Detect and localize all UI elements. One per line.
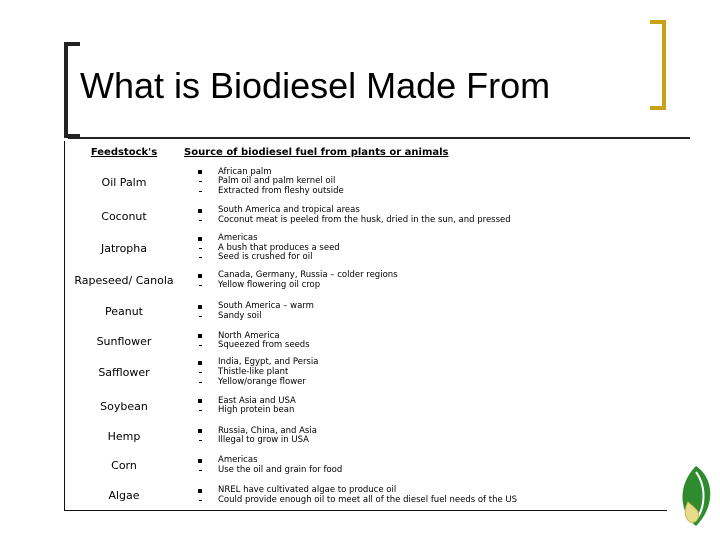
sub-bullet-item xyxy=(184,187,667,197)
dash-bullet-icon xyxy=(195,253,205,263)
bullet-text: African palm xyxy=(218,166,272,177)
feedstock-name: Peanut xyxy=(104,305,143,319)
table-row xyxy=(64,296,667,328)
bullet-text: Illegal to grow in USA xyxy=(218,435,309,446)
table-row xyxy=(64,481,667,511)
header-source: Source of biodiesel fuel from plants or animals xyxy=(184,146,449,158)
dash-bullet-icon xyxy=(195,436,205,446)
feedstock-name: Hemp xyxy=(107,429,141,443)
slide-title: What is Biodiesel Made From xyxy=(80,65,551,106)
square-bullet-icon xyxy=(195,332,205,342)
source-details xyxy=(184,451,667,481)
source-details xyxy=(184,296,667,328)
sub-bullet-item xyxy=(184,496,667,506)
feedstock-name: Oil Palm xyxy=(101,175,147,189)
bullet-text: NREL have cultivated algae to produce oil xyxy=(218,485,397,496)
feedstock-name: Algae xyxy=(108,489,140,503)
table-body xyxy=(64,163,667,511)
bullet-text: Americas xyxy=(218,455,258,466)
table-row xyxy=(64,328,667,355)
feedstock-name: Corn xyxy=(111,459,137,473)
bullet-text: Palm oil and palm kernel oil xyxy=(218,176,336,187)
bullet-text: South America – warm xyxy=(218,301,314,312)
bullet-text: India, Egypt, and Persia xyxy=(218,357,319,368)
table-row xyxy=(64,422,667,451)
dash-bullet-icon xyxy=(195,406,205,416)
table-row xyxy=(64,163,667,201)
feedstock-name: Jatropha xyxy=(100,241,147,255)
square-bullet-icon xyxy=(195,302,205,312)
dash-bullet-icon xyxy=(195,496,205,506)
feedstock-name: Safflower xyxy=(98,366,150,380)
bullet-text: South America and tropical areas xyxy=(218,205,360,216)
table-row xyxy=(64,201,667,231)
source-details xyxy=(184,201,667,231)
source-details xyxy=(184,391,667,422)
bullet-text: High protein bean xyxy=(218,405,295,416)
feedstock-name: Rapeseed/ Canola xyxy=(74,274,174,288)
header-feedstock: Feedstock's xyxy=(90,146,158,158)
feedstock-name: Coconut xyxy=(101,209,147,223)
source-details xyxy=(184,355,667,391)
source-details xyxy=(184,481,667,511)
square-bullet-icon xyxy=(195,168,205,178)
bullet-text: North America xyxy=(218,330,280,341)
sub-bullet-item xyxy=(184,216,667,226)
table-row xyxy=(64,231,667,266)
sub-bullet-item xyxy=(184,312,667,322)
bullet-text: Yellow flowering oil crop xyxy=(218,279,321,290)
table-row xyxy=(64,391,667,422)
bullet-text: Thistle-like plant xyxy=(218,366,289,377)
dash-bullet-icon xyxy=(195,341,205,351)
leaf-oil-drop-logo xyxy=(666,462,720,532)
table-row xyxy=(64,451,667,481)
dash-bullet-icon xyxy=(195,466,205,476)
square-bullet-icon xyxy=(195,456,205,466)
bullet-text: Could provide enough oil to meet all of the diesel fuel needs of the US xyxy=(218,494,518,505)
dash-bullet-icon xyxy=(195,187,205,197)
source-details xyxy=(184,163,667,201)
feedstock-table xyxy=(64,141,667,511)
square-bullet-icon xyxy=(195,358,205,368)
bullet-text: Coconut meat is peeled from the husk, dried in the sun, and pressed xyxy=(218,215,511,225)
bullet-text: Americas xyxy=(218,233,258,243)
sub-bullet-item xyxy=(184,281,667,291)
feedstock-name: Sunflower xyxy=(96,334,152,348)
source-details xyxy=(184,266,667,296)
feedstock-name: Soybean xyxy=(100,399,148,413)
table-row xyxy=(64,355,667,391)
dash-bullet-icon xyxy=(195,378,205,388)
bullet-text: Use the oil and grain for food xyxy=(218,464,343,475)
square-bullet-icon xyxy=(195,271,205,281)
bullet-text: Canada, Germany, Russia – colder regions xyxy=(218,270,398,281)
source-details xyxy=(184,231,667,266)
bullet-text: Sandy soil xyxy=(218,310,262,321)
dash-bullet-icon xyxy=(195,177,205,187)
title-divider xyxy=(68,137,690,139)
dash-bullet-icon xyxy=(195,244,205,254)
bullet-text: Extracted from fleshy outside xyxy=(218,185,344,196)
dash-bullet-icon xyxy=(195,216,205,226)
square-bullet-icon xyxy=(195,234,205,244)
sub-bullet-item xyxy=(184,341,667,351)
right-bracket-decoration xyxy=(650,20,666,110)
sub-bullet-item xyxy=(184,466,667,476)
sub-bullet-item xyxy=(184,253,667,263)
square-bullet-icon xyxy=(195,397,205,407)
table-row xyxy=(64,266,667,296)
bullet-text: Yellow/orange flower xyxy=(218,376,306,387)
dash-bullet-icon xyxy=(195,312,205,322)
bullet-text: A bush that produces a seed xyxy=(218,242,340,253)
left-bracket-decoration xyxy=(64,42,80,138)
sub-bullet-item xyxy=(184,406,667,416)
source-details xyxy=(184,328,667,355)
square-bullet-icon xyxy=(195,486,205,496)
sub-bullet-item xyxy=(184,378,667,388)
square-bullet-icon xyxy=(195,206,205,216)
bullet-text: East Asia and USA xyxy=(218,395,296,406)
bullet-text: Squeezed from seeds xyxy=(218,340,310,351)
source-details xyxy=(184,422,667,451)
dash-bullet-icon xyxy=(195,368,205,378)
bullet-text: Seed is crushed for oil xyxy=(218,252,313,263)
bullet-text: Russia, China, and Asia xyxy=(218,425,317,436)
dash-bullet-icon xyxy=(195,281,205,291)
sub-bullet-item xyxy=(184,436,667,446)
square-bullet-icon xyxy=(195,427,205,437)
